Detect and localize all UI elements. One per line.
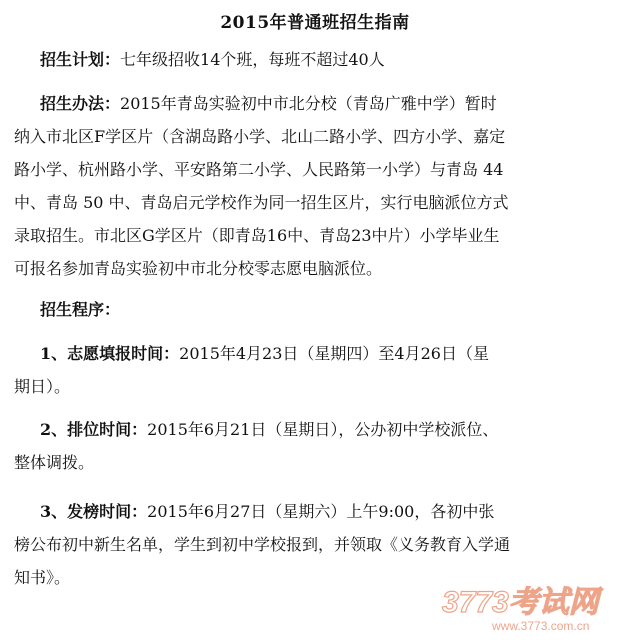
method-line-3: 路小学、杭州路小学、平安路第二小学、人民路第一小学）与青岛 44 [14,160,504,179]
method-label: 招生办法： [40,94,121,113]
method-text-1: 2015年青岛实验初中市北分校（青岛广雅中学）暂时 [120,94,497,113]
step3-num: 3、 [40,502,68,521]
step2-line-2: 整体调拨。 [14,453,95,472]
method-line-6: 可报名参加青岛实验初中市北分校零志愿电脑派位。 [14,259,383,278]
step1-line-2: 期日）。 [14,377,71,396]
plan-line [14,48,630,72]
method-line-4: 中、青岛 50 中、青岛启元学校作为同一招生区片，实行电脑派位方式 [14,193,509,212]
step2-label: 排位时间： [67,420,148,439]
step1-line-1 [14,342,630,366]
step2-num: 2、 [40,420,68,439]
step1-label: 志愿填报时间： [67,344,180,363]
step2-text-1: 2015年6月21日（星期日），公办初中学校派位、 [147,420,499,439]
watermark-url: www.3773.com.cn [492,619,590,633]
page-title: 2015年普通班招生指南 [220,13,410,33]
step3-line-1 [14,500,630,524]
step1-num: 1、 [40,344,68,363]
step3-line-2: 榜公布初中新生名单，学生到初中学校报到，并领取《义务教育入学通 [14,535,511,554]
watermark-brand: 3773考试网 [442,586,599,619]
step3-line-3: 知书》。 [14,568,71,587]
step3-text-1: 2015年6月27日（星期六）上午9:00，各初中张 [147,502,495,521]
step3-label: 发榜时间： [67,502,148,521]
step2-line-1 [14,418,630,442]
method-line-2: 纳入市北区F学区片（含湖岛路小学、北山二路小学、四方小学、嘉定 [14,127,506,146]
plan-label: 招生计划： [40,50,121,69]
plan-text: 七年级招收14个班，每班不超过40人 [120,50,385,69]
step1-text-1: 2015年4月23日（星期四）至4月26日（星 [179,344,489,363]
method-line-1 [14,92,630,116]
procedure-label: 招生程序： [40,300,121,319]
method-line-5: 录取招生。市北区G学区片（即青岛16中、青岛23中片）小学毕业生 [14,226,500,245]
